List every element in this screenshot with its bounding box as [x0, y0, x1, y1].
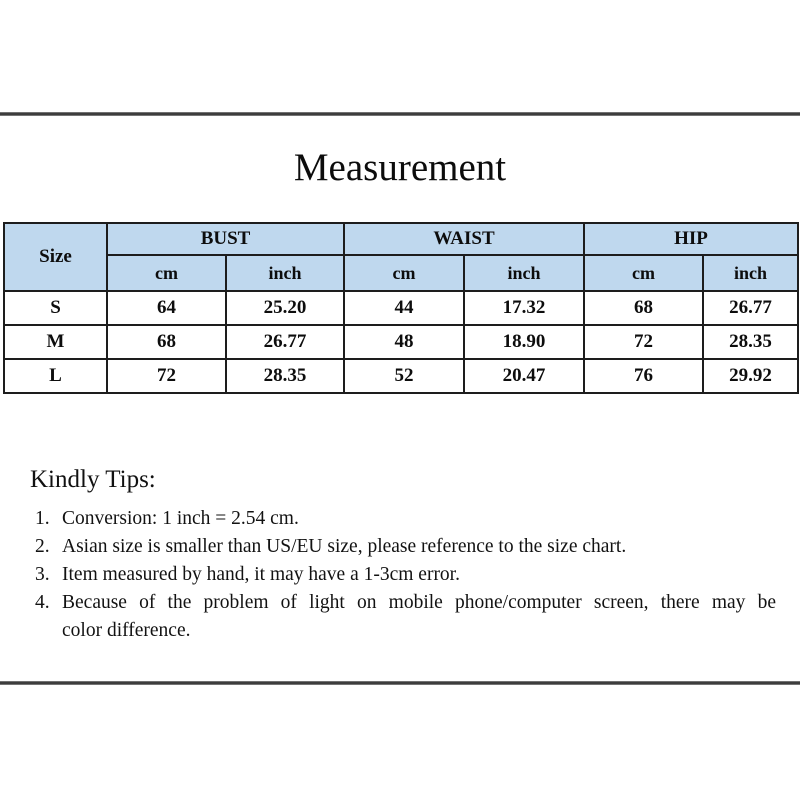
size-cell: L [4, 359, 107, 393]
tip-text [62, 533, 776, 561]
value-cell: 52 [344, 359, 464, 393]
size-column-header: Size [4, 223, 107, 291]
tip-text [62, 561, 776, 589]
table-row-s [4, 291, 798, 325]
tip-item-1 [35, 505, 776, 533]
value-cell: 26.77 [226, 325, 344, 359]
kindly-tips-list [35, 505, 776, 645]
size-chart-table [3, 222, 799, 394]
bust-group-header: BUST [107, 223, 344, 255]
value-cell: 44 [344, 291, 464, 325]
tip-text [62, 589, 776, 645]
tip-line: color difference. [62, 620, 191, 641]
value-cell: 72 [584, 325, 703, 359]
size-cell: S [4, 291, 107, 325]
value-cell: 28.35 [226, 359, 344, 393]
value-cell: 29.92 [703, 359, 798, 393]
bust-cm-header: cm [107, 255, 226, 291]
hip-group-header: HIP [584, 223, 798, 255]
tip-number: 2. [35, 536, 50, 557]
tip-item-3 [35, 561, 776, 589]
value-cell: 72 [107, 359, 226, 393]
tip-number: 4. [35, 592, 50, 613]
value-cell: 64 [107, 291, 226, 325]
tip-line: Asian size is smaller than US/EU size, please reference to the size chart. [62, 536, 627, 557]
bust-inch-header: inch [226, 255, 344, 291]
tip-number: 3. [35, 564, 50, 585]
top-divider [0, 112, 800, 116]
value-cell: 48 [344, 325, 464, 359]
table-group-header-row [4, 223, 798, 255]
value-cell: 68 [584, 291, 703, 325]
tip-number: 1. [35, 508, 50, 529]
hip-cm-header: cm [584, 255, 703, 291]
tip-line: Because of the problem of light on mobile phone/computer screen, there may be [62, 592, 776, 613]
tip-line: Conversion: 1 inch = 2.54 cm. [62, 508, 299, 529]
tip-item-4 [35, 589, 776, 645]
size-cell: M [4, 325, 107, 359]
value-cell: 68 [107, 325, 226, 359]
value-cell: 25.20 [226, 291, 344, 325]
value-cell: 76 [584, 359, 703, 393]
value-cell: 20.47 [464, 359, 584, 393]
value-cell: 18.90 [464, 325, 584, 359]
value-cell: 17.32 [464, 291, 584, 325]
waist-cm-header: cm [344, 255, 464, 291]
page-title: Measurement [293, 146, 507, 189]
waist-inch-header: inch [464, 255, 584, 291]
tip-line: Item measured by hand, it may have a 1-3cm error. [62, 564, 460, 585]
value-cell: 26.77 [703, 291, 798, 325]
kindly-tips-heading: Kindly Tips: [30, 466, 156, 493]
value-cell: 28.35 [703, 325, 798, 359]
hip-inch-header: inch [703, 255, 798, 291]
table-row-m [4, 325, 798, 359]
bottom-divider [0, 681, 800, 685]
table-unit-header-row [4, 255, 798, 291]
tip-text [62, 505, 776, 533]
table-row-l [4, 359, 798, 393]
tip-item-2 [35, 533, 776, 561]
waist-group-header: WAIST [344, 223, 584, 255]
